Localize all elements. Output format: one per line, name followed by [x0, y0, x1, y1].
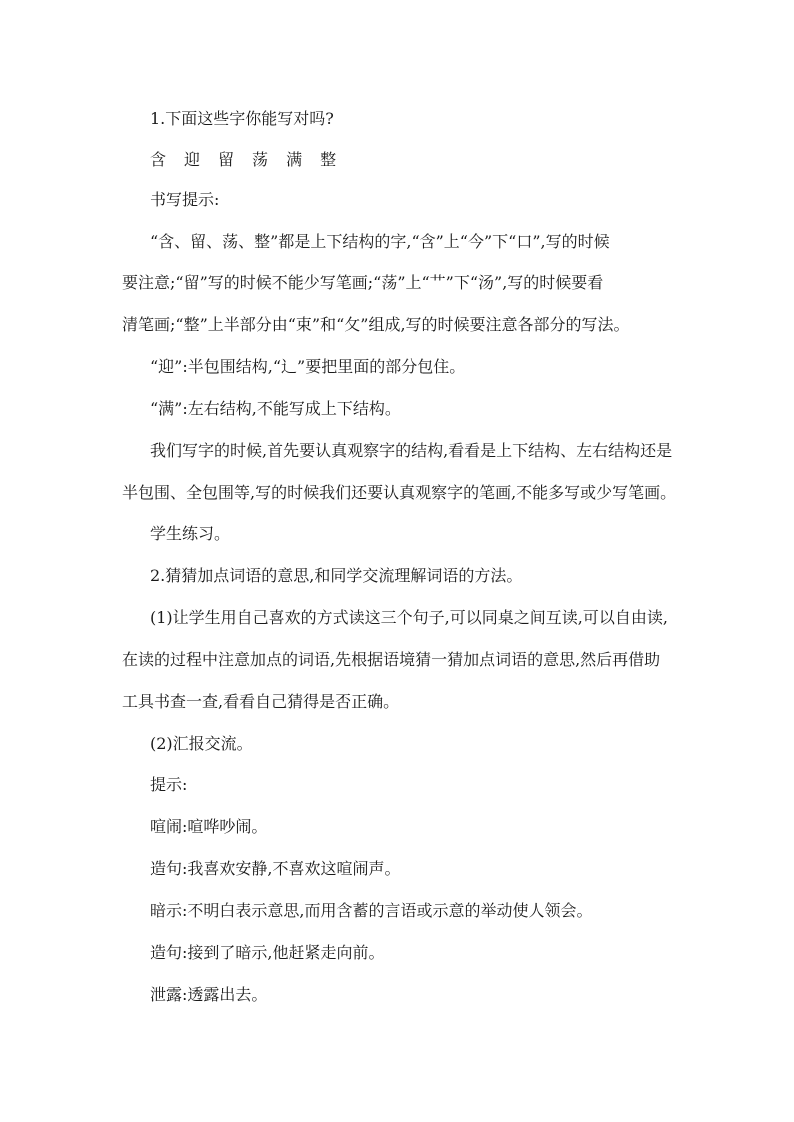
character-item: 迎: [184, 150, 201, 169]
entry-line: 造句:我喜欢安静,不喜欢这喧闹声。: [150, 859, 401, 878]
character-item: 荡: [252, 150, 269, 169]
step-1-line: (1)让学生用自己喜欢的方式读这三个句子,可以同桌之间互读,可以自由读,: [150, 608, 668, 627]
summary-line: 我们写字的时候,首先要认真观察字的结构,看看是上下结构、左右结构还是: [150, 441, 673, 460]
character-list: [150, 150, 710, 170]
tip-man: “满”:左右结构,不能写成上下结构。: [150, 399, 401, 418]
character-item: 整: [320, 150, 337, 169]
question-2-title: 2.猜猜加点词语的意思,和同学交流理解词语的方法。: [150, 566, 523, 585]
hint-heading: 提示:: [150, 775, 188, 794]
tip-ying: “迎”:半包围结构,“辶”要把里面的部分包住。: [150, 357, 466, 376]
entry-line: 暗示:不明白表示意思,而用含蓄的言语或示意的举动使人领会。: [150, 901, 593, 920]
tip-line: “含、留、荡、整”都是上下结构的字,“含”上“今”下“口”,写的时候: [150, 232, 610, 251]
writing-tip-heading: 书写提示:: [150, 190, 220, 209]
character-item: 满: [286, 150, 303, 169]
question-1-title: 1.下面这些字你能写对吗?: [150, 109, 334, 128]
step-1-line: 工具书查一查,看看自己猜得是否正确。: [122, 692, 400, 711]
tip-line: 要注意;“留”写的时候不能少写笔画;“荡”上“艹”下“汤”,写的时候要看: [122, 273, 604, 292]
tip-line: 清笔画;“整”上半部分由“束”和“攵”组成,写的时候要注意各部分的写法。: [122, 315, 630, 334]
entry-line: 喧闹:喧哗吵闹。: [150, 817, 268, 836]
student-practice: 学生练习。: [150, 524, 231, 543]
entry-line: 造句:接到了暗示,他赶紧走向前。: [150, 943, 385, 962]
character-item: 留: [218, 150, 235, 169]
entry-line: 泄露:透露出去。: [150, 985, 268, 1004]
character-item: 含: [150, 150, 167, 169]
step-2: (2)汇报交流。: [150, 734, 253, 753]
summary-line: 半包围、全包围等,写的时候我们还要认真观察字的笔画,不能多写或少写笔画。: [122, 483, 677, 502]
step-1-line: 在读的过程中注意加点的词语,先根据语境猜一猜加点词语的意思,然后再借助: [122, 650, 661, 669]
